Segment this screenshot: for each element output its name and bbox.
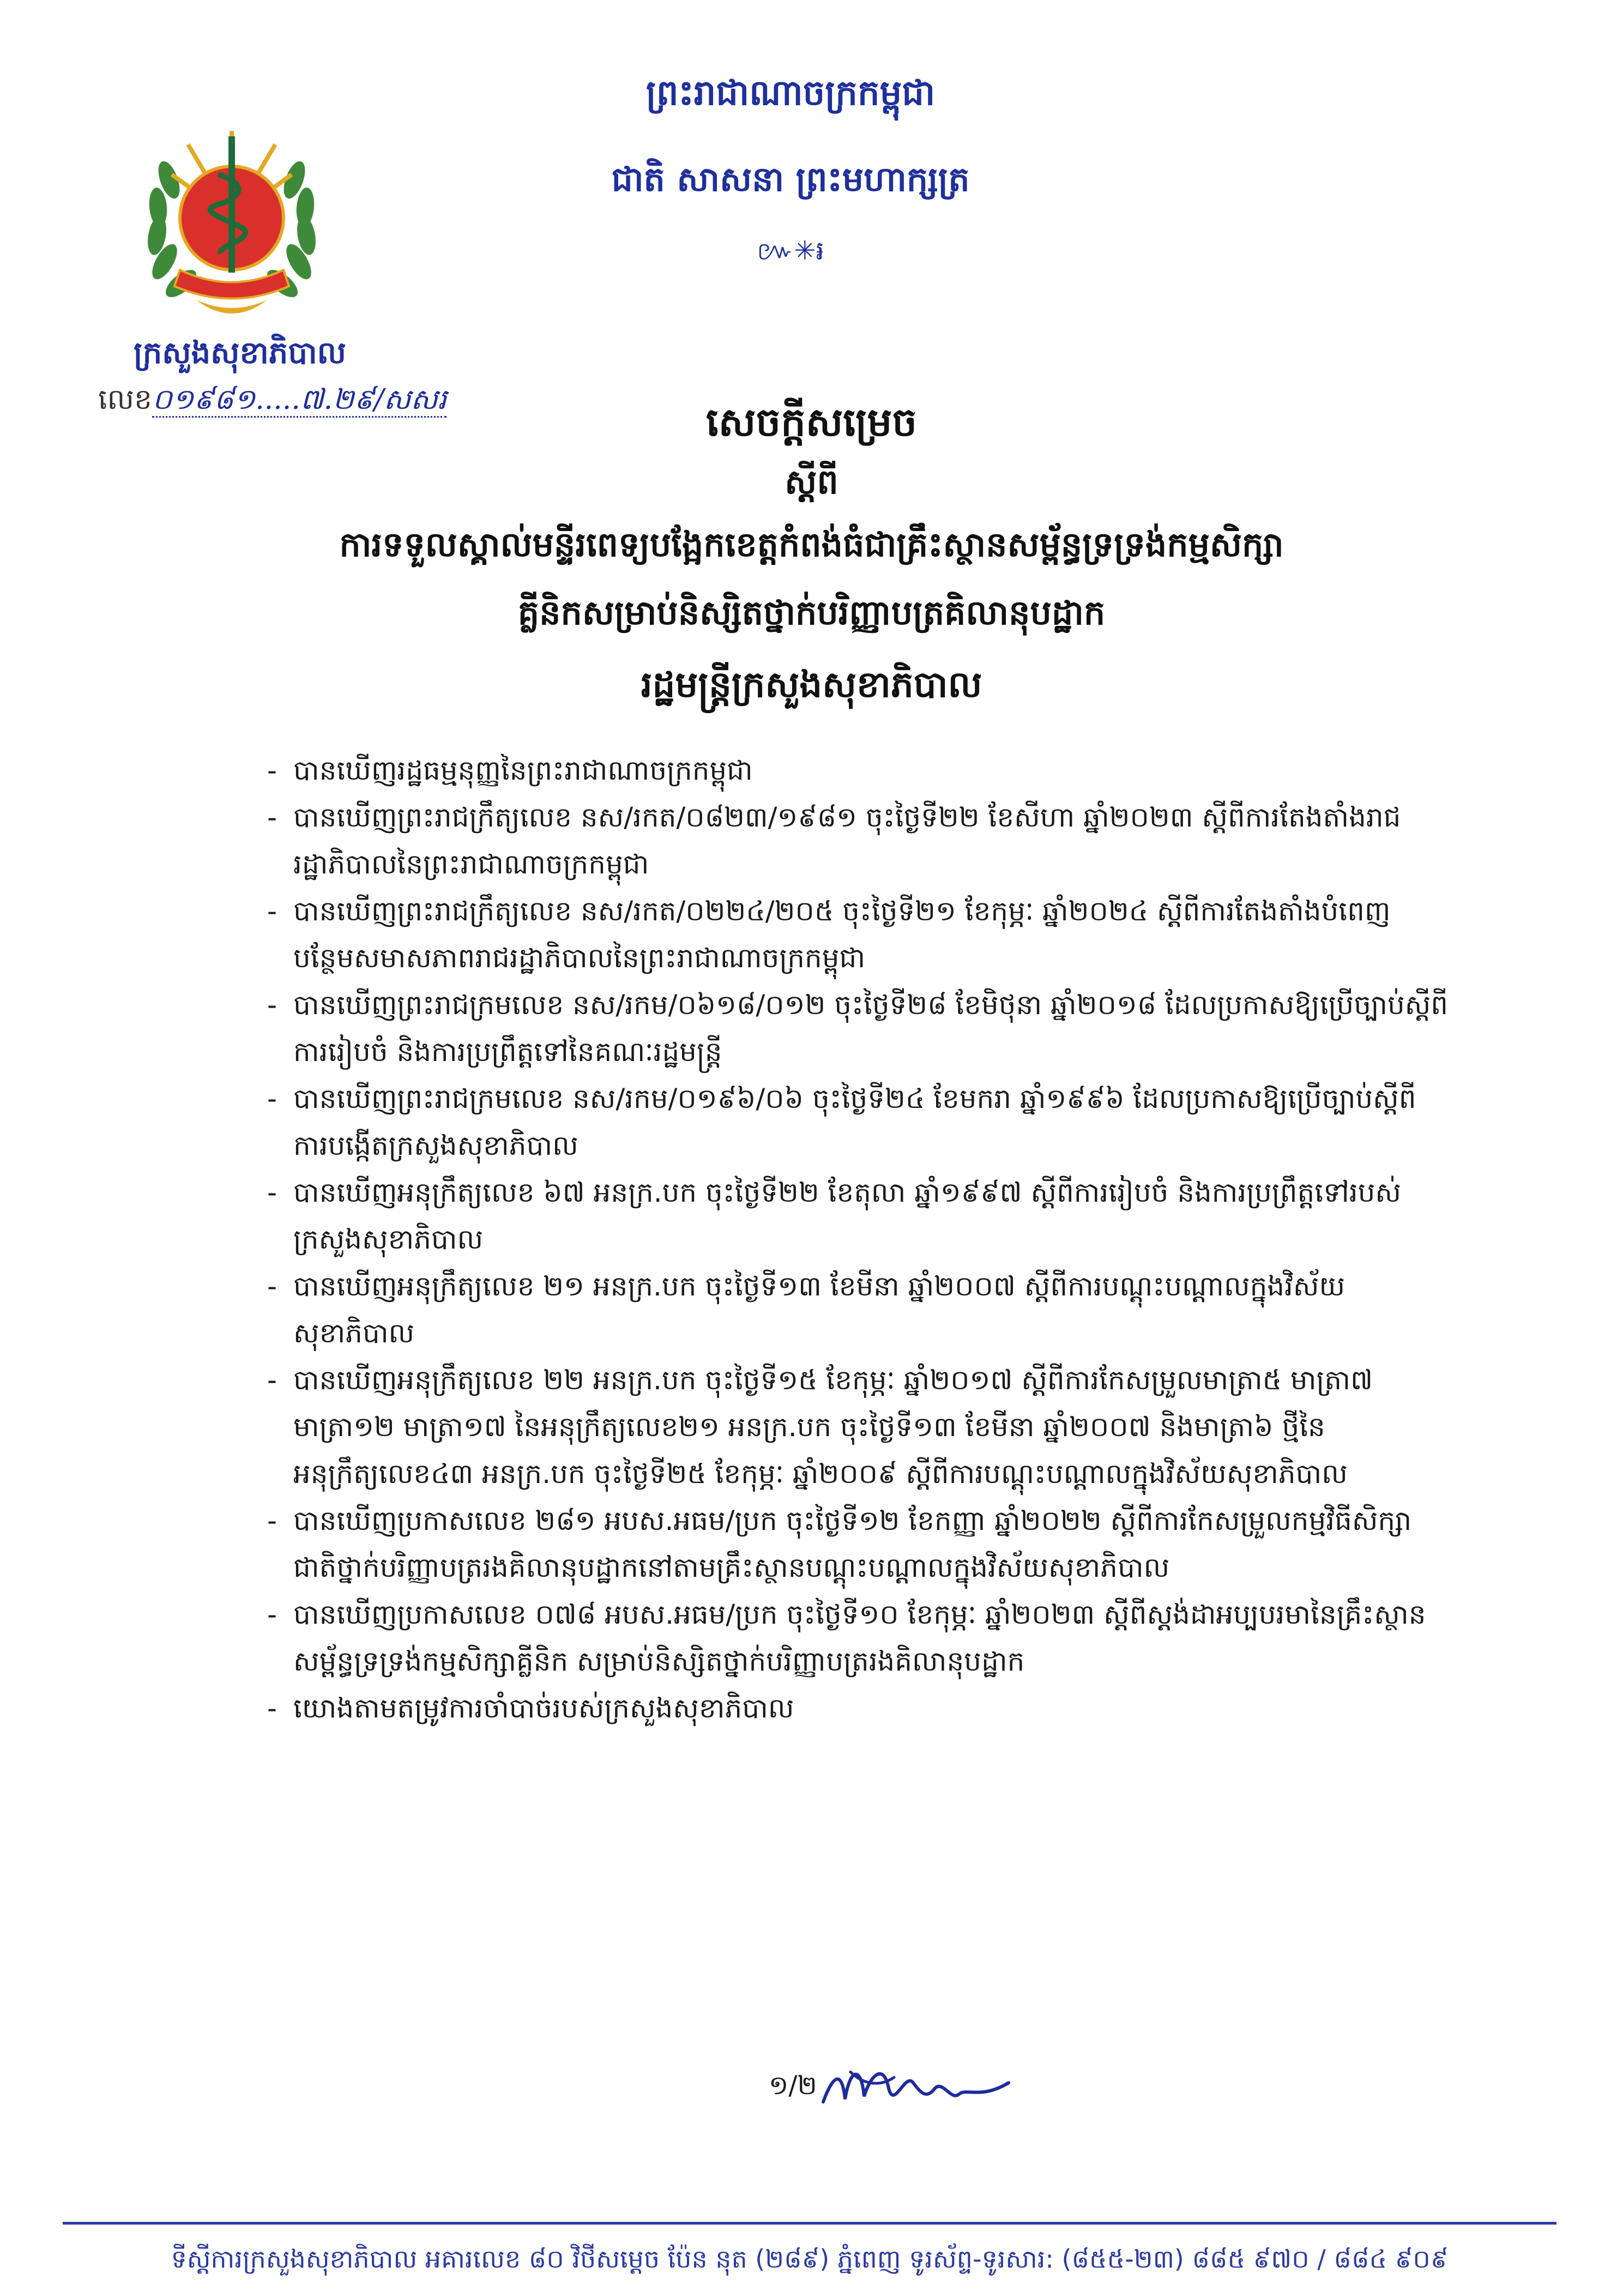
- list-item: - បានឃើញអនុក្រឹត្យលេខ ៦៧ អនក្រ.បក ចុះថ្ងៃទី២២ ខែតុលា ឆ្នាំ១៩៩៧ ស្ដីពីការរៀបចំ និងការប្រព្រឹត្តទៅរបស់ក្រសួងសុខាភិបាល: [267, 1177, 1401, 1255]
- national-motto: ជាតិ សាសនា ព្រះមហាក្សត្រ: [611, 159, 970, 199]
- ministry-emblem-icon: [131, 115, 333, 333]
- subject-line-1: ការទទួលស្គាល់មន្ទីរពេទ្យបង្អែកខេត្តកំពង់ធំជាគ្រឹះស្ថានសម្ព័ន្ធទ្រទ្រង់កម្មសិក្សា: [339, 525, 1284, 564]
- reference-number: ០១៩៨១.....៧.២៩/សសរ: [152, 383, 447, 418]
- list-item: - បានឃើញប្រកាសលេខ ២៨១ អបស.អធម/ប្រក ចុះថ្ងៃទី១២ ខែកញ្ញា ឆ្នាំ២០២២ ស្ដីពីការកែសម្រួលកម្មវិធីសិក្សាជាតិថ្នាក់បរិញ្ញាបត្ររងគិលានុបដ្ឋាកនៅតាមគ្រឹះស្ថានបណ្ដុះបណ្ដាលក្នុងវិស័យសុខាភិបាល: [267, 1505, 1412, 1583]
- minister-heading: រដ្ឋមន្ត្រីក្រសួងសុខាភិបាល: [641, 664, 982, 706]
- footer-divider: [63, 2222, 1556, 2225]
- list-item: - បានឃើញព្រះរាជក្រឹត្យលេខ នស/រកត/០២២៤/២០៥ ចុះថ្ងៃទី២១ ខែកុម្ភៈ ឆ្នាំ២០២៤ ស្ដីពីការតែងតាំងបំពេញបន្ថែមសមាសភាពរាជរដ្ឋាភិបាលនៃព្រះរាជាណាចក្រកម្ពុជា: [267, 895, 1391, 974]
- signature-icon: [818, 2050, 1014, 2121]
- header-ornament: ៚✳៛: [757, 236, 824, 266]
- list-item: - បានឃើញអនុក្រឹត្យលេខ ២១ អនក្រ.បក ចុះថ្ងៃទី១៣ ខែមីនា ឆ្នាំ២០០៧ ស្ដីពីការបណ្ដុះបណ្ដាលក្នុងវិស័យសុខាភិបាល: [267, 1270, 1346, 1349]
- list-item: - បានឃើញព្រះរាជក្រមលេខ នស/រកម/០៦១៨/០១២ ចុះថ្ងៃទី២៨ ខែមិថុនា ឆ្នាំ២០១៨ ដែលប្រកាសឱ្យប្រើច្បាប់ស្ដីពីការរៀបចំ និងការប្រព្រឹត្តទៅនៃគណៈរដ្ឋមន្ត្រី: [267, 989, 1449, 1068]
- decision-title: សេចក្ដីសម្រេច: [705, 399, 918, 445]
- about-label: ស្ដីពី: [785, 462, 838, 502]
- kingdom-heading: ព្រះរាជាណាចក្រកម្ពុជា: [645, 73, 936, 113]
- page-number: ១/២: [769, 2070, 817, 2101]
- list-item: - បានឃើញប្រកាសលេខ ០៧៨ អបស.អធម/ប្រក ចុះថ្ងៃទី១០ ខែកុម្ភៈ ឆ្នាំ២០២៣ ស្ដីពីស្ដង់ដាអប្បបរមានៃគ្រឹះស្ថានសម្ព័ន្ធទ្រទ្រង់កម្មសិក្សាគ្លីនិក សម្រាប់និស្សិតថ្នាក់បរិញ្ញាបត្ររងគិលានុបដ្ឋាក: [267, 1599, 1426, 1677]
- list-item: - បានឃើញរដ្ឋធម្មនុញ្ញនៃព្រះរាជាណាចក្រកម្ពុជា: [267, 755, 753, 786]
- list-item: - បានឃើញព្រះរាជក្រឹត្យលេខ នស/រកត/០៨២៣/១៩៨១ ចុះថ្ងៃទី២២ ខែសីហា ឆ្នាំ២០២៣ ស្ដីពីការតែងតាំងរាជរដ្ឋាភិបាលនៃព្រះរាជាណាចក្រកម្ពុជា: [267, 802, 1401, 880]
- list-item: - បានឃើញព្រះរាជក្រមលេខ នស/រកម/០១៩៦/០៦ ចុះថ្ងៃទី២៤ ខែមករា ឆ្នាំ១៩៩៦ ដែលប្រកាសឱ្យប្រើច្បាប់ស្ដីពីការបង្កើតក្រសួងសុខាភិបាល: [267, 1083, 1416, 1161]
- list-item: - យោងតាមតម្រូវការចាំបាច់របស់ក្រសួងសុខាភិបាល: [267, 1692, 794, 1724]
- ministry-name: ក្រសួងសុខាភិបាល: [134, 335, 346, 371]
- list-item: - បានឃើញអនុក្រឹត្យលេខ ២២ អនក្រ.បក ចុះថ្ងៃទី១៥ ខែកុម្ភៈ ឆ្នាំ២០១៧ ស្ដីពីការកែសម្រួលមាត្រា៥ មាត្រា៧ មាត្រា១២ មាត្រា១៧ នៃអនុក្រឹត្យលេខ២១ អនក្រ.បក ចុះថ្ងៃទី១៣ ខែមីនា ឆ្នាំ២០០៧ និងមាត្រា៦ ថ្មីនៃអនុក្រឹត្យលេខ៤៣ អនក្រ.បក ចុះថ្ងៃទី២៥ ខែកុម្ភៈ ឆ្នាំ២០០៩ ស្ដីពីការបណ្ដុះបណ្ដាលក្នុងវិស័យសុខាភិបាល: [267, 1364, 1373, 1490]
- subject-line-2: គ្លីនិកសម្រាប់និស្សិតថ្នាក់បរិញ្ញាបត្រគិលានុបដ្ឋាក: [517, 593, 1106, 632]
- reference-label: លេខ: [98, 383, 153, 416]
- footer-address: ទីស្ដីការក្រសួងសុខាភិបាល​ អគារលេខ ៨០ វិថីសម្ដេច ប៉ែន នុត (២៨៩) ភ្នំពេញ ទូរស័ព្ទ-ទូរសារ: (៨៥៥-២៣) ៨៨៥ ៩៧០ / ៨៨៤ ៩០៩: [171, 2244, 1449, 2274]
- legal-basis-list: [267, 747, 1450, 2056]
